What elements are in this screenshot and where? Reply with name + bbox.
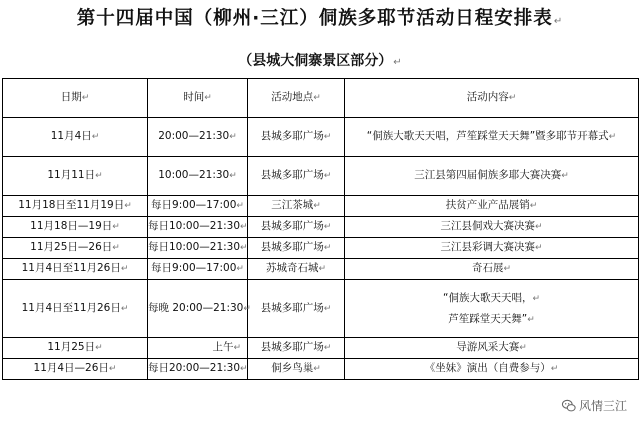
cell-date: 11月18日至11月19日↵ — [3, 196, 148, 217]
cell-content: 三江县侗戏大赛决赛↵ — [345, 217, 639, 238]
cell-time: 每日9:00—17:00↵ — [148, 259, 248, 280]
schedule-table — [2, 78, 639, 380]
wechat-icon — [562, 399, 576, 413]
cell-content: 三江县彩调大赛决赛↵ — [345, 238, 639, 259]
watermark-text: 风情三江 — [578, 399, 627, 413]
cell-time: 每日10:00—21:30↵ — [148, 238, 248, 259]
cell-time: 每晚 20:00—21:30↵ — [148, 280, 248, 338]
table-row — [3, 338, 639, 359]
table-row — [3, 359, 639, 380]
cell-place: 县城多耶广场↵ — [248, 118, 345, 157]
table-header-row — [3, 79, 639, 118]
cell-time: 上午↵ — [148, 338, 248, 359]
table-row — [3, 157, 639, 196]
cell-content: 扶贫产业产品展销↵ — [345, 196, 639, 217]
watermark — [559, 397, 630, 414]
cell-date: 11月18日—19日↵ — [3, 217, 148, 238]
cell-content: “侗族大歌天天唱，芦笙踩堂天天舞”暨多耶节开幕式↵ — [345, 118, 639, 157]
cell-time: 每日9:00—17:00↵ — [148, 196, 248, 217]
cell-date: 11月4日↵ — [3, 118, 148, 157]
cell-place: 侗乡鸟巢↵ — [248, 359, 345, 380]
cell-content: 奇石展↵ — [345, 259, 639, 280]
cell-place: 县城多耶广场↵ — [248, 217, 345, 238]
cell-place: 县城多耶广场↵ — [248, 238, 345, 259]
cell-time: 20:00—21:30↵ — [148, 118, 248, 157]
content-line: 芦笙踩堂天天舞”↵ — [448, 312, 535, 325]
content-line: “侗族大歌天天唱，↵ — [443, 291, 540, 304]
cell-date: 11月11日↵ — [3, 157, 148, 196]
cell-date: 11月4日至11月26日↵ — [3, 259, 148, 280]
cell-content: 《坐妹》演出（自费参与）↵ — [345, 359, 639, 380]
cell-date: 11月25日↵ — [3, 338, 148, 359]
cell-place: 县城多耶广场↵ — [248, 338, 345, 359]
cell-content: 导游风采大赛↵ — [345, 338, 639, 359]
table-row — [3, 118, 639, 157]
header-content: 活动内容↵ — [345, 79, 639, 118]
header-time: 时间↵ — [148, 79, 248, 118]
table-row — [3, 217, 639, 238]
table-row — [3, 196, 639, 217]
cell-place: 三江茶城↵ — [248, 196, 345, 217]
cell-place: 县城多耶广场↵ — [248, 280, 345, 338]
header-place: 活动地点↵ — [248, 79, 345, 118]
cell-time: 每日10:00—21:30↵ — [148, 217, 248, 238]
cell-date: 11月4日—26日↵ — [3, 359, 148, 380]
cell-content — [345, 280, 639, 338]
table-row — [3, 259, 639, 280]
cell-time: 10:00—21:30↵ — [148, 157, 248, 196]
paragraph-mark: ↵ — [393, 57, 402, 68]
cell-date: 11月4日至11月26日↵ — [3, 280, 148, 338]
page-subtitle: （县城大侗寨景区部分）↵ — [238, 53, 402, 69]
cell-date: 11月25日—26日↵ — [3, 238, 148, 259]
cell-place: 苏城奇石城↵ — [248, 259, 345, 280]
cell-place: 县城多耶广场↵ — [248, 157, 345, 196]
paragraph-mark: ↵ — [553, 16, 564, 27]
table-row — [3, 238, 639, 259]
header-date: 日期↵ — [3, 79, 148, 118]
page-title: 第十四届中国（柳州·三江）侗族多耶节活动日程安排表↵ — [76, 8, 564, 29]
cell-time: 每日20:00—21:30↵ — [148, 359, 248, 380]
table-row — [3, 280, 639, 338]
cell-content: 三江县第四届侗族多耶大赛决赛↵ — [345, 157, 639, 196]
